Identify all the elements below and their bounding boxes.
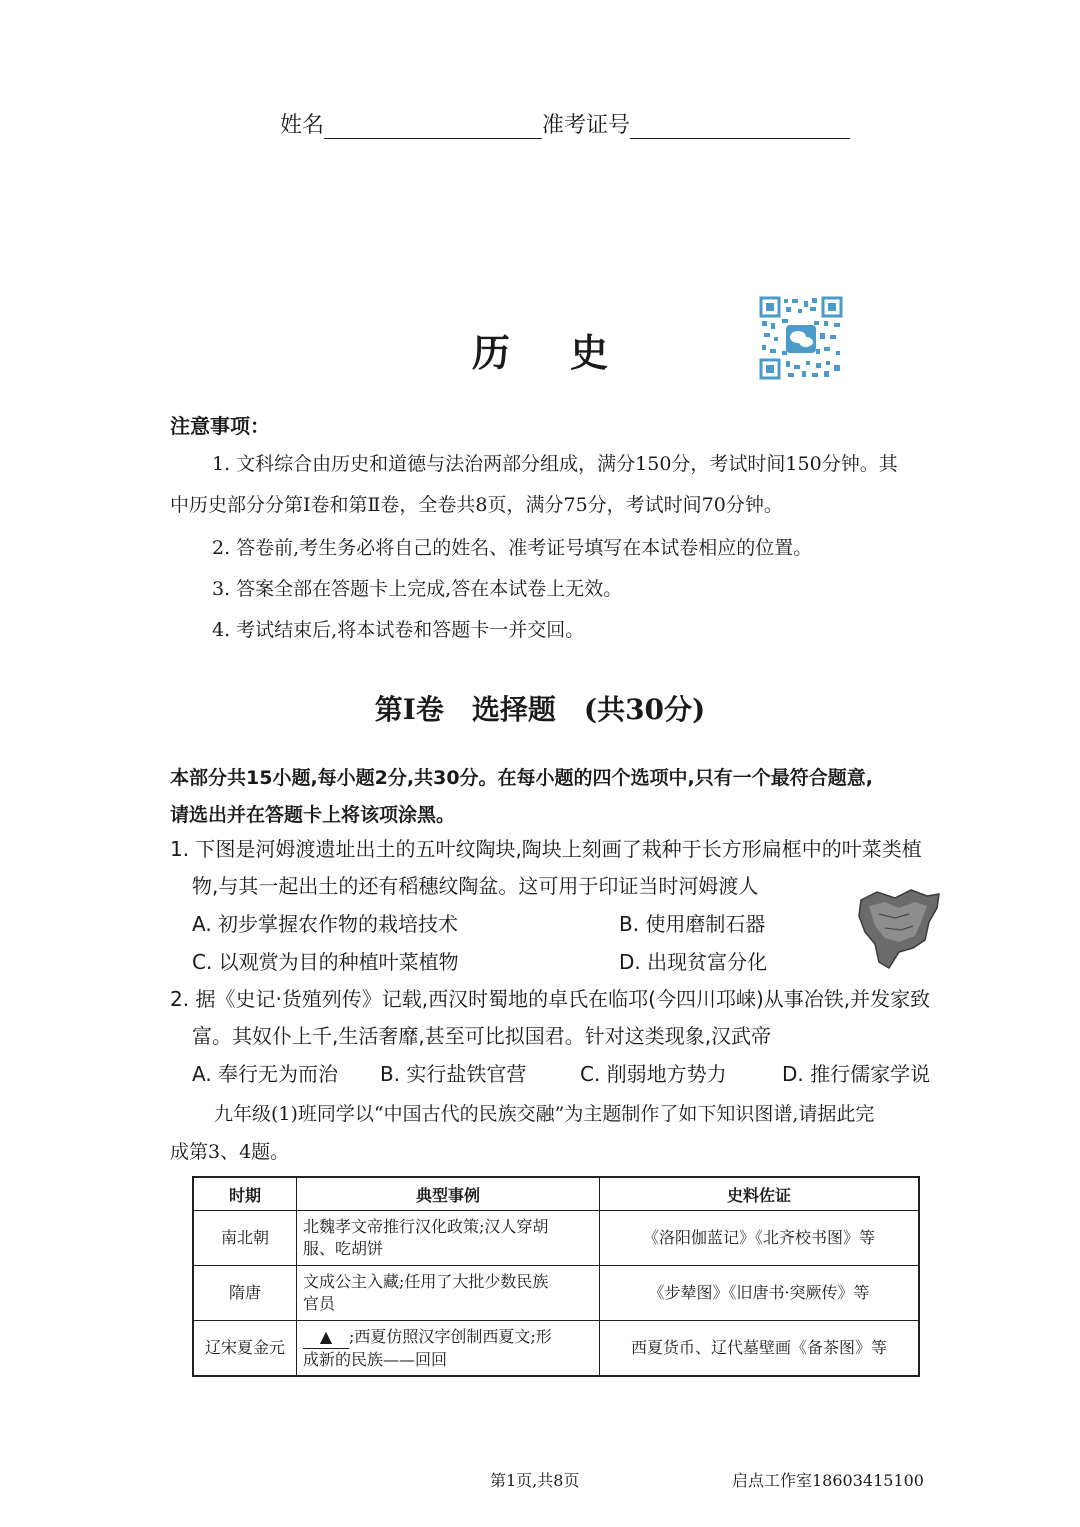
event-line: 官员 — [303, 1294, 336, 1313]
question-2-option-c[interactable]: C. 削弱地方势力 — [580, 1062, 727, 1086]
question-1-stem: 物,与其一起出土的还有稻穗纹陶盆。这可用于印证当时河姆渡人 — [192, 874, 759, 898]
question-2-stem: 富。其奴仆上千,生活奢靡,甚至可比拟国君。针对这类现象,汉武帝 — [192, 1024, 772, 1048]
questions-3-4-intro: 九年级(1)班同学以“中国古代的民族交融”为主题制作了如下知识图谱,请据此完 — [214, 1103, 875, 1125]
evidence-cell: 西夏货币、辽代墓壁画《备茶图》等 — [600, 1321, 920, 1377]
question-2-option-a[interactable]: A. 奉行无为而治 — [192, 1062, 339, 1086]
question-1-stem: 1. 下图是河姆渡遗址出土的五叶纹陶块,陶块上刻画了栽种于长方形扁框中的叶菜类植 — [170, 837, 922, 861]
event-cell — [297, 1321, 600, 1377]
event-line — [303, 1326, 593, 1349]
pottery-fragment-image — [855, 888, 943, 970]
question-1-option-d[interactable]: D. 出现贫富分化 — [619, 950, 768, 974]
table-header: 时期 — [193, 1177, 297, 1211]
exam-id-label: 准考证号 — [542, 113, 631, 138]
instruction-line: 本部分共15小题,每小题2分,共30分。在每小题的四个选项中,只有一个最符合题意, — [170, 767, 873, 789]
question-1-option-c[interactable]: C. 以观赏为目的种植叶菜植物 — [192, 950, 459, 974]
table-header-row — [193, 1177, 919, 1211]
period-cell: 南北朝 — [193, 1211, 297, 1266]
section-title: 第Ⅰ卷 选择题 (共30分) — [374, 693, 706, 726]
notice-item: 1. 文科综合由历史和道德与法治两部分组成，满分150分，考试时间150分钟。其 — [212, 453, 898, 475]
event-line: 服、吃胡饼 — [303, 1239, 384, 1258]
event-cell — [297, 1266, 600, 1321]
evidence-cell: 《步辇图》《旧唐书·突厥传》等 — [600, 1266, 920, 1321]
qr-code-icon — [758, 295, 844, 381]
questions-3-4-intro: 成第3、4题。 — [170, 1141, 290, 1163]
table-row — [193, 1211, 919, 1266]
studio-credit: 启点工作室18603415100 — [732, 1471, 924, 1490]
table-row — [193, 1321, 919, 1377]
question-2-option-b[interactable]: B. 实行盐铁官营 — [380, 1062, 527, 1086]
candidate-info-row — [280, 108, 850, 139]
section-instruction — [170, 760, 950, 834]
event-line: 北魏孝文帝推行汉化政策;汉人穿胡 — [303, 1217, 549, 1236]
event-cell — [297, 1211, 600, 1266]
table-header: 典型事例 — [297, 1177, 600, 1211]
period-cell: 辽宋夏金元 — [193, 1321, 297, 1377]
period-cell: 隋唐 — [193, 1266, 297, 1321]
event-text: ;西夏仿照汉字创制西夏文;形 — [349, 1326, 552, 1346]
exam-id-field[interactable] — [630, 114, 850, 139]
notice-heading: 注意事项： — [170, 414, 270, 438]
name-label: 姓名 — [280, 113, 325, 138]
question-2-option-d[interactable]: D. 推行儒家学说 — [782, 1062, 931, 1086]
page-number: 第1页,共8页 — [490, 1471, 580, 1490]
page-title: 历史 — [471, 330, 668, 375]
name-field[interactable] — [324, 114, 542, 139]
table-row — [193, 1266, 919, 1321]
question-2-stem: 2. 据《史记·货殖列传》记载,西汉时蜀地的卓氏在临邛(今四川邛崃)从事冶铁,并发家致 — [170, 987, 931, 1011]
table-header: 史料佐证 — [600, 1177, 920, 1211]
event-line: 成新的民族——回回 — [303, 1349, 448, 1369]
notice-item: 3. 答案全部在答题卡上完成,答在本试卷上无效。 — [212, 578, 623, 600]
question-1-option-b[interactable]: B. 使用磨制石器 — [619, 912, 766, 936]
instruction-line: 请选出并在答题卡上将该项涂黑。 — [170, 804, 456, 826]
notice-item: 4. 考试结束后,将本试卷和答题卡一并交回。 — [212, 619, 585, 641]
question-1-option-a[interactable]: A. 初步掌握农作物的栽培技术 — [192, 912, 459, 936]
notice-item: 中历史部分分第Ⅰ卷和第Ⅱ卷，全卷共8页，满分75分，考试时间70分钟。 — [170, 494, 783, 516]
notice-item: 2. 答卷前,考生务必将自己的姓名、准考证号填写在本试卷相应的位置。 — [212, 537, 813, 559]
evidence-cell: 《洛阳伽蓝记》《北齐校书图》等 — [600, 1211, 920, 1266]
event-line: 文成公主入藏;任用了大批少数民族 — [303, 1272, 549, 1291]
knowledge-table — [192, 1176, 920, 1377]
blank-marker[interactable]: ▲ — [303, 1326, 349, 1349]
